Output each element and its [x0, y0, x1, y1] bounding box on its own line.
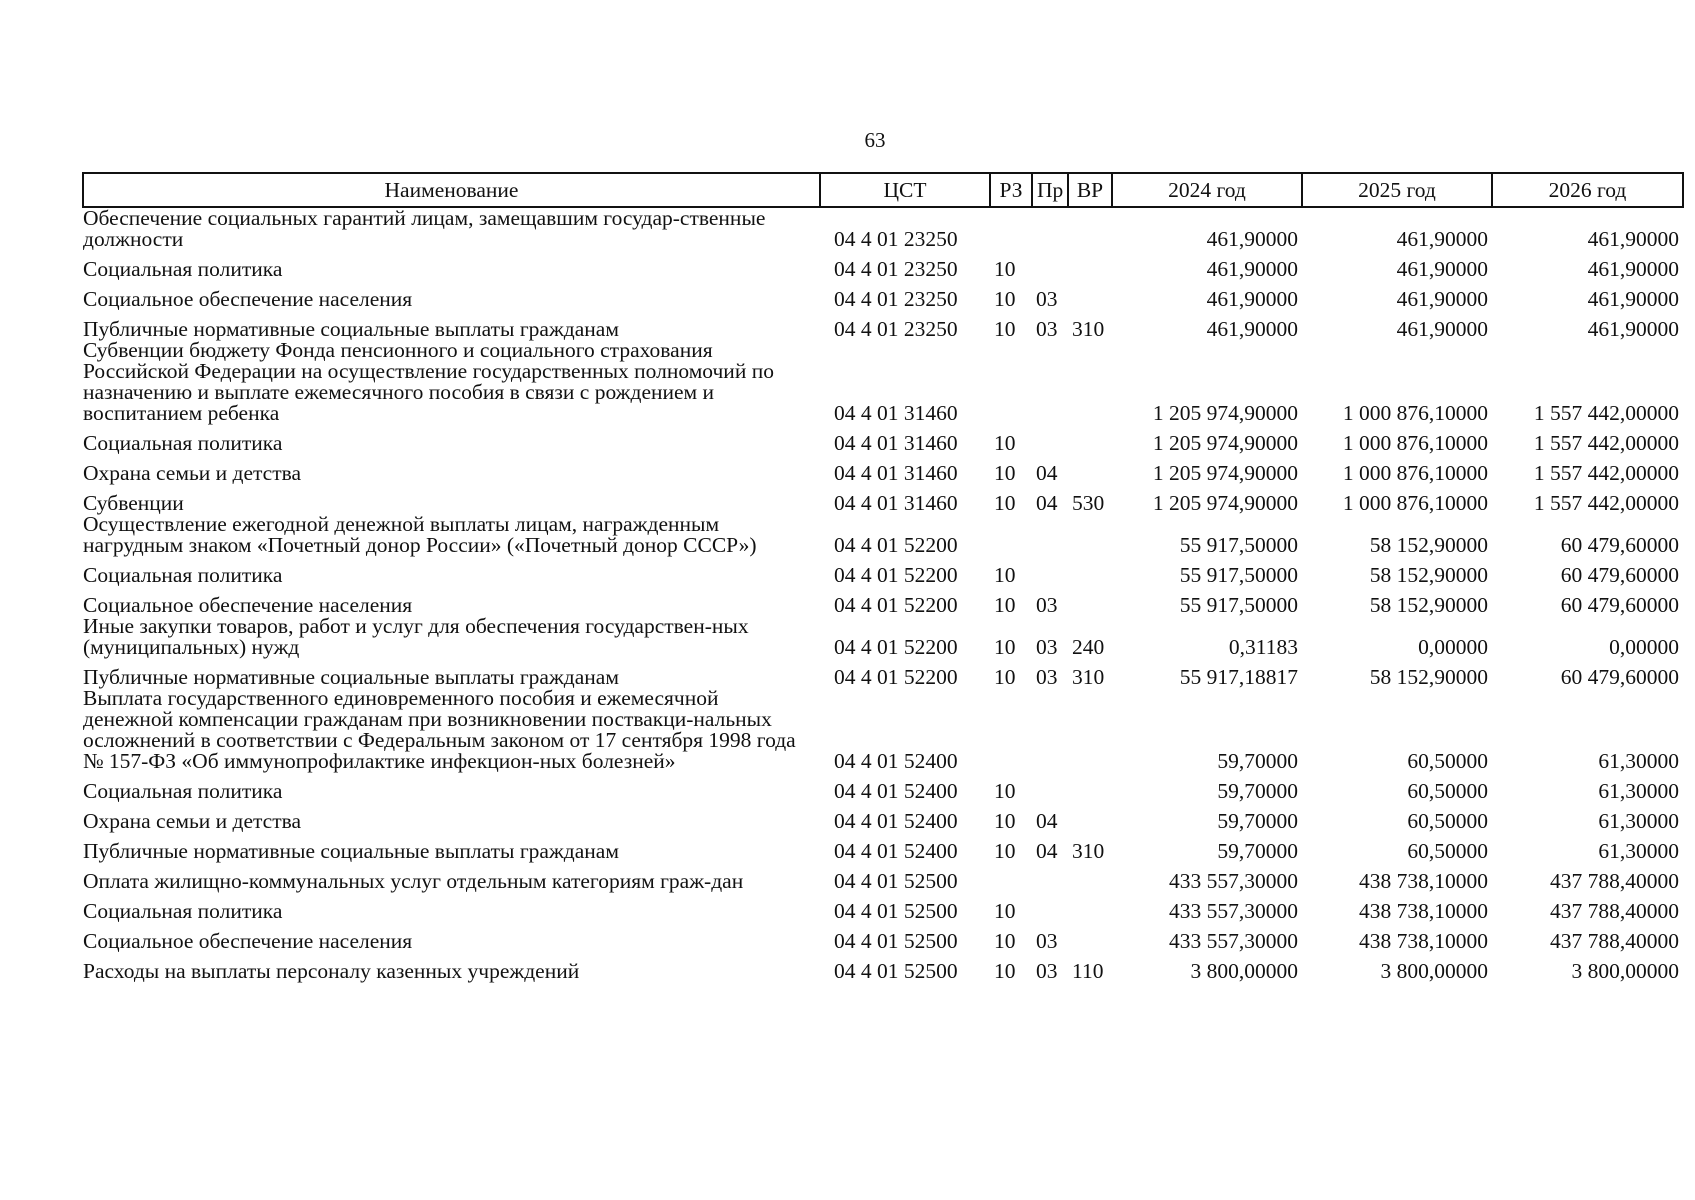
row-cst: 04 4 01 23250: [834, 287, 958, 311]
row-rz: 10: [994, 779, 1016, 803]
row-amount-2024: 59,70000: [1217, 749, 1298, 773]
row-vr: 110: [1072, 959, 1104, 983]
row-amount-2024: 55 917,50000: [1179, 593, 1298, 617]
table-row: [83, 688, 1683, 772]
row-rz: 10: [994, 461, 1016, 485]
table-row: [83, 250, 1683, 280]
row-name: Социальная политика: [83, 899, 283, 923]
row-rz: 10: [994, 839, 1016, 863]
table-row: [83, 310, 1683, 340]
row-cst: 04 4 01 31460: [834, 491, 958, 515]
row-rz: 10: [994, 431, 1016, 455]
row-vr: [1068, 772, 1112, 802]
row-pr: [1032, 340, 1068, 424]
table-body: [83, 207, 1683, 982]
table-row: [83, 207, 1683, 250]
row-cst: 04 4 01 52200: [834, 665, 958, 689]
row-cst: 04 4 01 52200: [834, 533, 958, 557]
row-amount-2025: 60,50000: [1407, 809, 1488, 833]
row-amount-2025: 58 152,90000: [1369, 533, 1488, 557]
row-rz: [990, 514, 1032, 556]
row-cst: 04 4 01 31460: [834, 401, 958, 425]
table-row: [83, 772, 1683, 802]
row-amount-2026: 461,90000: [1587, 317, 1679, 341]
row-amount-2026: 461,90000: [1587, 227, 1679, 251]
row-cst: 04 4 01 52200: [834, 563, 958, 587]
row-rz: 10: [994, 665, 1016, 689]
table-row: [83, 802, 1683, 832]
row-amount-2025: 461,90000: [1396, 287, 1488, 311]
row-name: Расходы на выплаты персоналу казенных учреждений: [83, 959, 580, 983]
row-amount-2026: 60 479,60000: [1560, 533, 1679, 557]
row-rz: 10: [994, 809, 1016, 833]
row-rz: 10: [994, 635, 1016, 659]
row-amount-2026: 60 479,60000: [1560, 665, 1679, 689]
row-name: Социальная политика: [83, 779, 283, 803]
row-amount-2024: 59,70000: [1217, 779, 1298, 803]
row-pr: 03: [1036, 665, 1058, 689]
row-cst: 04 4 01 23250: [834, 227, 958, 251]
table-row: [83, 586, 1683, 616]
row-amount-2025: 1 000 876,10000: [1342, 401, 1488, 425]
row-vr: [1068, 340, 1112, 424]
row-amount-2026: 61,30000: [1598, 779, 1679, 803]
row-pr: 03: [1036, 929, 1058, 953]
row-vr: [1068, 207, 1112, 250]
row-name: Охрана семьи и детства: [83, 461, 302, 485]
row-rz: 10: [994, 959, 1016, 983]
row-amount-2026: 437 788,40000: [1550, 929, 1679, 953]
row-amount-2026: 461,90000: [1587, 257, 1679, 281]
row-amount-2024: 55 917,50000: [1179, 563, 1298, 587]
row-rz: [990, 688, 1032, 772]
row-amount-2024: 1 205 974,90000: [1152, 491, 1298, 515]
table-row: [83, 424, 1683, 454]
row-amount-2024: 1 205 974,90000: [1152, 461, 1298, 485]
row-name: Публичные нормативные социальные выплаты гражданам: [83, 665, 619, 689]
row-amount-2024: 1 205 974,90000: [1152, 431, 1298, 455]
row-amount-2025: 58 152,90000: [1369, 593, 1488, 617]
row-rz: [990, 207, 1032, 250]
row-amount-2025: 438 738,10000: [1359, 869, 1488, 893]
row-name: Субвенции бюджету Фонда пенсионного и социального страхования Российской Федерации на осуществление государственных полномочий по назначению и выплате ежемесячного пособия в связи с рождением и воспитанием ребенка: [83, 338, 774, 425]
row-amount-2024: 3 800,00000: [1190, 959, 1298, 983]
row-vr: [1068, 862, 1112, 892]
row-pr: 03: [1036, 287, 1058, 311]
row-name: Выплата государственного единовременного пособия и ежемесячной денежной компенсации гражданам при возникновении поствакци-нальных осложнений в соответствии с Федеральным законом от 17 сентября 1998 года № 157-ФЗ «Об иммунопрофилактике инфекцион-ных болезней»: [83, 686, 796, 773]
table-header-row: [83, 173, 1683, 207]
row-amount-2024: 55 917,50000: [1179, 533, 1298, 557]
row-pr: 04: [1036, 461, 1058, 485]
row-amount-2025: 60,50000: [1407, 749, 1488, 773]
row-amount-2026: 60 479,60000: [1560, 593, 1679, 617]
row-amount-2026: 61,30000: [1598, 809, 1679, 833]
row-rz: 10: [994, 257, 1016, 281]
row-vr: [1068, 454, 1112, 484]
row-cst: 04 4 01 52200: [834, 593, 958, 617]
table-row: [83, 556, 1683, 586]
row-amount-2025: 438 738,10000: [1359, 899, 1488, 923]
row-name: Социальная политика: [83, 563, 283, 587]
budget-table: [82, 172, 1684, 982]
row-cst: 04 4 01 52500: [834, 929, 958, 953]
row-rz: [990, 862, 1032, 892]
row-pr: 03: [1036, 593, 1058, 617]
table-row: [83, 484, 1683, 514]
row-amount-2024: 433 557,30000: [1169, 929, 1298, 953]
row-amount-2024: 433 557,30000: [1169, 899, 1298, 923]
header-pr: Пр: [1032, 173, 1068, 207]
row-amount-2024: 0,31183: [1228, 635, 1298, 659]
row-amount-2025: 461,90000: [1396, 227, 1488, 251]
table-row: [83, 280, 1683, 310]
row-pr: 03: [1036, 635, 1058, 659]
row-pr: 04: [1036, 839, 1058, 863]
row-amount-2025: 1 000 876,10000: [1342, 431, 1488, 455]
row-pr: 03: [1036, 959, 1058, 983]
row-amount-2025: 1 000 876,10000: [1342, 461, 1488, 485]
row-amount-2025: 58 152,90000: [1369, 563, 1488, 587]
table-row: [83, 862, 1683, 892]
header-2026: 2026 год: [1492, 173, 1683, 207]
table-row: [83, 514, 1683, 556]
row-pr: [1032, 514, 1068, 556]
row-rz: 10: [994, 929, 1016, 953]
row-pr: 04: [1036, 491, 1058, 515]
row-cst: 04 4 01 52400: [834, 839, 958, 863]
row-amount-2025: 60,50000: [1407, 839, 1488, 863]
row-amount-2026: 61,30000: [1598, 749, 1679, 773]
row-pr: [1032, 862, 1068, 892]
row-name: Социальное обеспечение населения: [83, 593, 413, 617]
row-rz: 10: [994, 491, 1016, 515]
row-amount-2024: 461,90000: [1206, 227, 1298, 251]
row-amount-2024: 59,70000: [1217, 809, 1298, 833]
row-rz: [990, 340, 1032, 424]
row-vr: 240: [1072, 635, 1105, 659]
row-vr: [1068, 280, 1112, 310]
row-amount-2024: 433 557,30000: [1169, 869, 1298, 893]
table-row: [83, 952, 1683, 982]
row-cst: 04 4 01 52500: [834, 869, 958, 893]
row-cst: 04 4 01 31460: [834, 431, 958, 455]
row-amount-2025: 60,50000: [1407, 779, 1488, 803]
row-vr: [1068, 802, 1112, 832]
row-amount-2025: 461,90000: [1396, 257, 1488, 281]
table-row: [83, 454, 1683, 484]
row-vr: [1068, 556, 1112, 586]
header-2024: 2024 год: [1112, 173, 1302, 207]
row-amount-2026: 1 557 442,00000: [1533, 491, 1679, 515]
row-amount-2026: 3 800,00000: [1571, 959, 1679, 983]
row-vr: 310: [1072, 839, 1105, 863]
row-name: Оплата жилищно-коммунальных услуг отдельным категориям граж-дан: [83, 869, 744, 893]
table-row: [83, 616, 1683, 658]
row-amount-2025: 461,90000: [1396, 317, 1488, 341]
row-cst: 04 4 01 23250: [834, 257, 958, 281]
table-row: [83, 922, 1683, 952]
header-2025: 2025 год: [1302, 173, 1492, 207]
row-amount-2025: 58 152,90000: [1369, 665, 1488, 689]
row-cst: 04 4 01 52500: [834, 899, 958, 923]
row-rz: 10: [994, 317, 1016, 341]
row-cst: 04 4 01 52400: [834, 749, 958, 773]
row-amount-2025: 0,00000: [1418, 635, 1488, 659]
row-vr: 530: [1072, 491, 1105, 515]
row-name: Осуществление ежегодной денежной выплаты лицам, награжденным нагрудным знаком «Почетный донор России» («Почетный донор СССР»): [83, 512, 757, 557]
row-amount-2026: 437 788,40000: [1550, 899, 1679, 923]
row-name: Охрана семьи и детства: [83, 809, 302, 833]
row-pr: [1032, 556, 1068, 586]
row-pr: 03: [1036, 317, 1058, 341]
row-amount-2024: 59,70000: [1217, 839, 1298, 863]
row-amount-2025: 3 800,00000: [1380, 959, 1488, 983]
row-cst: 04 4 01 52400: [834, 779, 958, 803]
row-amount-2024: 55 917,18817: [1179, 665, 1298, 689]
page-number: 63: [864, 128, 886, 152]
header-name: Наименование: [83, 173, 820, 207]
row-cst: 04 4 01 52500: [834, 959, 958, 983]
row-name: Субвенции: [83, 491, 184, 515]
row-vr: 310: [1072, 665, 1105, 689]
row-vr: 310: [1072, 317, 1105, 341]
row-name: Публичные нормативные социальные выплаты гражданам: [83, 317, 619, 341]
row-vr: [1068, 250, 1112, 280]
row-name: Социальное обеспечение населения: [83, 287, 413, 311]
row-rz: 10: [994, 287, 1016, 311]
row-cst: 04 4 01 52200: [834, 635, 958, 659]
header-cst: ЦСТ: [820, 173, 990, 207]
row-vr: [1068, 922, 1112, 952]
row-vr: [1068, 514, 1112, 556]
row-cst: 04 4 01 31460: [834, 461, 958, 485]
row-name: Публичные нормативные социальные выплаты гражданам: [83, 839, 619, 863]
row-pr: [1032, 250, 1068, 280]
row-amount-2026: 60 479,60000: [1560, 563, 1679, 587]
row-name: Социальное обеспечение населения: [83, 929, 413, 953]
row-amount-2024: 1 205 974,90000: [1152, 401, 1298, 425]
row-rz: 10: [994, 899, 1016, 923]
row-vr: [1068, 892, 1112, 922]
row-rz: 10: [994, 563, 1016, 587]
row-pr: [1032, 207, 1068, 250]
row-name: Социальная политика: [83, 431, 283, 455]
row-cst: 04 4 01 23250: [834, 317, 958, 341]
row-name: Обеспечение социальных гарантий лицам, замещавшим государ-ственные должности: [83, 206, 766, 251]
row-pr: [1032, 892, 1068, 922]
row-cst: 04 4 01 52400: [834, 809, 958, 833]
table-row: [83, 892, 1683, 922]
row-rz: 10: [994, 593, 1016, 617]
row-amount-2025: 438 738,10000: [1359, 929, 1488, 953]
table-row: [83, 658, 1683, 688]
row-name: Социальная политика: [83, 257, 283, 281]
row-amount-2024: 461,90000: [1206, 287, 1298, 311]
row-name: Иные закупки товаров, работ и услуг для обеспечения государствен-ных (муниципальных) нужд: [83, 614, 749, 659]
row-pr: [1032, 688, 1068, 772]
row-amount-2026: 1 557 442,00000: [1533, 401, 1679, 425]
row-amount-2026: 437 788,40000: [1550, 869, 1679, 893]
row-amount-2024: 461,90000: [1206, 257, 1298, 281]
row-vr: [1068, 688, 1112, 772]
header-rz: РЗ: [990, 173, 1032, 207]
table-row: [83, 340, 1683, 424]
row-amount-2026: 1 557 442,00000: [1533, 461, 1679, 485]
row-vr: [1068, 424, 1112, 454]
table-row: [83, 832, 1683, 862]
row-amount-2024: 461,90000: [1206, 317, 1298, 341]
row-amount-2026: 1 557 442,00000: [1533, 431, 1679, 455]
row-pr: [1032, 772, 1068, 802]
row-amount-2025: 1 000 876,10000: [1342, 491, 1488, 515]
row-pr: 04: [1036, 809, 1058, 833]
header-vr: ВР: [1068, 173, 1112, 207]
row-amount-2026: 461,90000: [1587, 287, 1679, 311]
row-vr: [1068, 586, 1112, 616]
row-amount-2026: 61,30000: [1598, 839, 1679, 863]
row-amount-2026: 0,00000: [1609, 635, 1679, 659]
row-pr: [1032, 424, 1068, 454]
